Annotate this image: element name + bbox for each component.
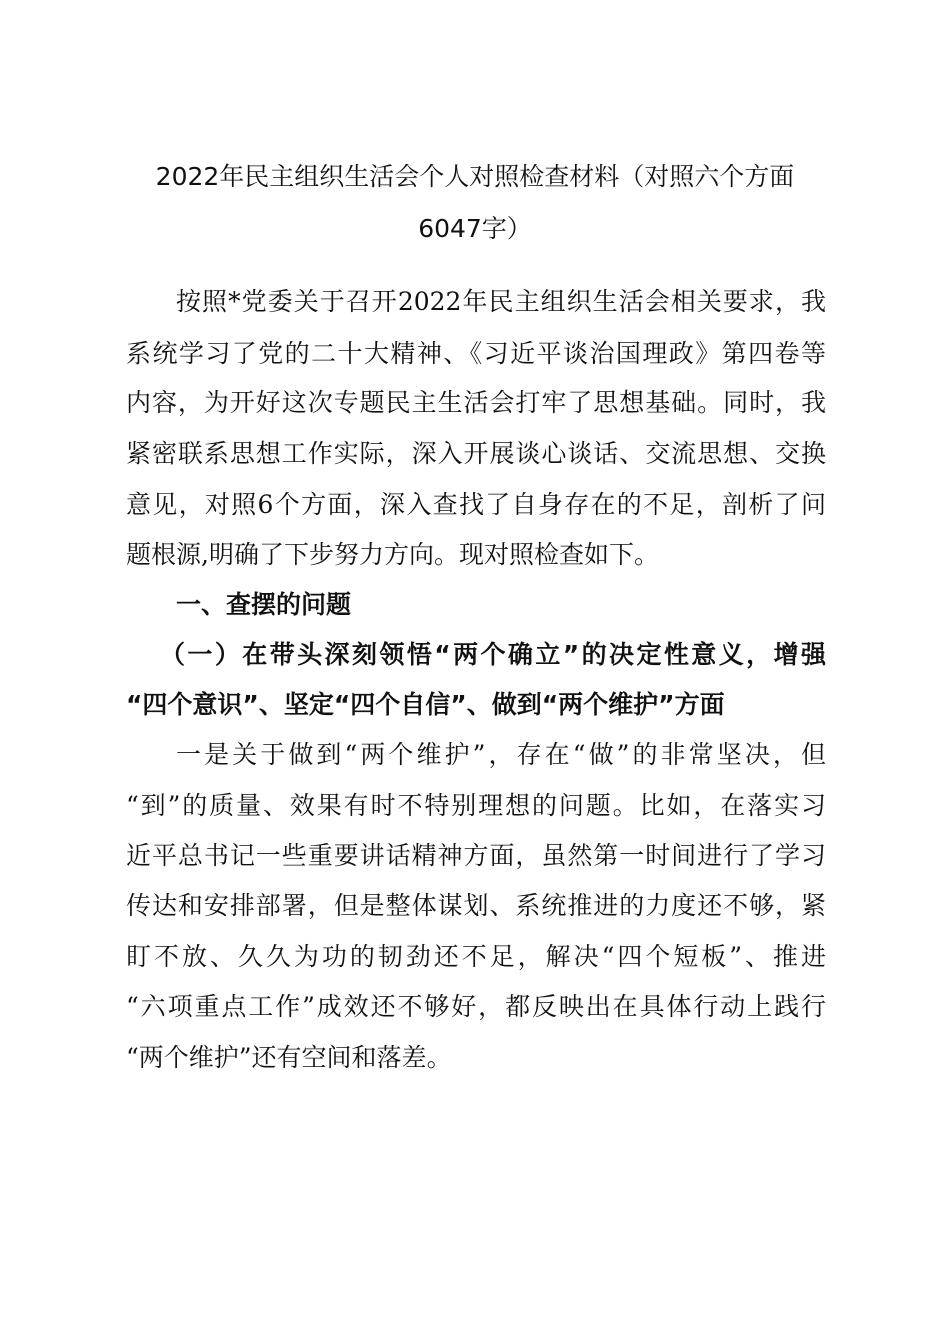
- intro-line-4: 紧密联系思想工作实际，深入开展谈心谈话、交流思想、交换: [126, 439, 826, 468]
- document-title-line-2: 6047字）: [418, 214, 532, 243]
- paragraph-1-line-1: 一是关于做到“两个维护”，存在“做”的非常坚决，但: [176, 740, 826, 769]
- intro-line-2: 系统学习了党的二十大精神、《习近平谈治国理政》第四卷等: [126, 339, 826, 368]
- paragraph-1-line-7: “两个维护”还有空间和落差。: [126, 1043, 452, 1072]
- section-1-heading: 一、查摆的问题: [176, 590, 352, 619]
- paragraph-1-line-3: 近平总书记一些重要讲话精神方面，虽然第一时间进行了学习: [126, 841, 826, 870]
- subsection-1-heading-line-2: “四个意识”、坚定“四个自信”、做到“两个维护”方面: [126, 690, 725, 719]
- paragraph-1-line-2: “到”的质量、效果有时不特别理想的问题。比如，在落实习: [126, 791, 826, 820]
- intro-line-5: 意见，对照6个方面，深入查找了自身存在的不足，剖析了问: [126, 490, 826, 519]
- intro-line-3: 内容，为开好这次专题民主生活会打牢了思想基础。同时，我: [126, 388, 826, 417]
- paragraph-1-line-6: “六项重点工作”成效还不够好，都反映出在具体行动上践行: [126, 992, 826, 1021]
- intro-line-6: 题根源,明确了下步努力方向。现对照检查如下。: [126, 540, 659, 569]
- paragraph-1-line-5: 盯不放、久久为功的韧劲还不足，解决“四个短板”、推进: [126, 942, 826, 971]
- document-title-line-1: 2022年民主组织生活会个人对照检查材料（对照六个方面: [155, 162, 795, 191]
- subsection-1-heading-line-1: （一）在带头深刻领悟“两个确立”的决定性意义，增强: [160, 640, 826, 669]
- paragraph-1-line-4: 传达和安排部署，但是整体谋划、系统推进的力度还不够，紧: [126, 891, 826, 920]
- intro-line-1: 按照*党委关于召开2022年民主组织生活会相关要求，我: [176, 287, 826, 316]
